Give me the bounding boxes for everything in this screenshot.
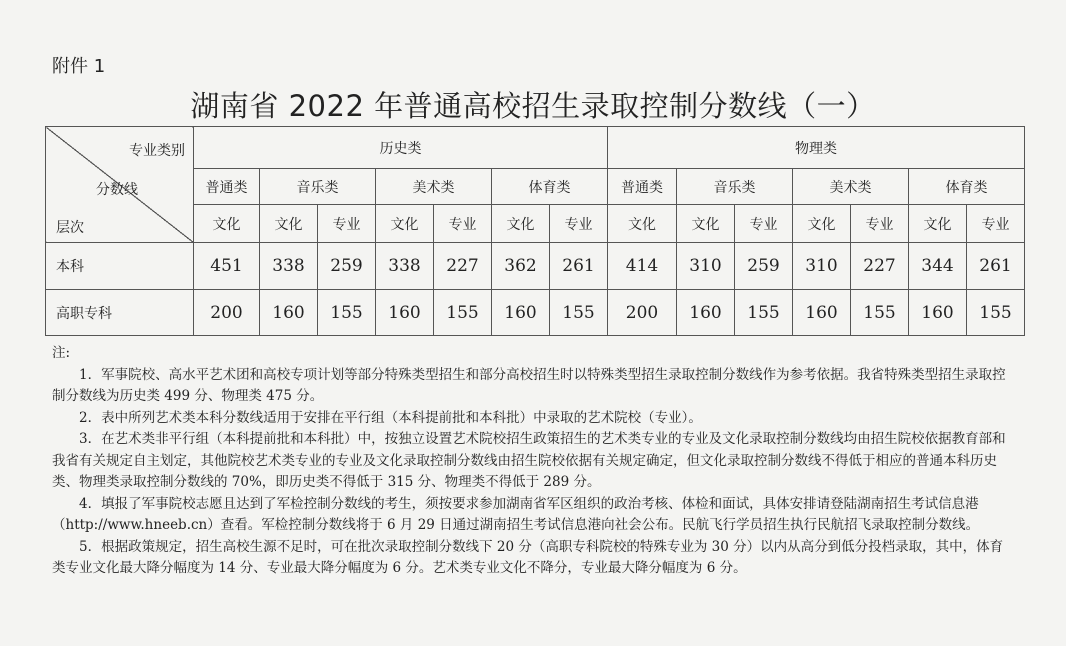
notes-heading: 注: [52, 345, 71, 361]
subheader-cell: 专业 [735, 205, 793, 243]
score-cell: 160 [909, 290, 967, 336]
row-label-undergraduate: 本科 [46, 243, 194, 290]
score-cell: 160 [677, 290, 735, 336]
notes-section [52, 343, 1012, 580]
subheader-cell: 文化 [194, 205, 260, 243]
document-title: 湖南省 2022 年普通高校招生录取控制分数线（一） [190, 89, 876, 123]
row-label-vocational: 高职专科 [46, 290, 194, 336]
group-header-physics: 物理类 [608, 127, 1025, 169]
score-cell: 310 [677, 243, 735, 290]
score-cell: 227 [851, 243, 909, 290]
category-header: 普通类 [608, 169, 677, 205]
subheader-cell: 文化 [608, 205, 677, 243]
category-header: 体育类 [492, 169, 608, 205]
category-header: 音乐类 [260, 169, 376, 205]
score-cell: 259 [735, 243, 793, 290]
score-cell: 259 [318, 243, 376, 290]
subheader-cell: 文化 [492, 205, 550, 243]
score-cell: 155 [851, 290, 909, 336]
category-header: 美术类 [793, 169, 909, 205]
note-item-4: 4．填报了军事院校志愿且达到了军检控制分数线的考生，须按要求参加湖南省军区组织的政治考核、体检和面试，具体安排请登陆湖南招生考试信息港（http://www.hneeb.cn）查看。军检控制分数线将于 6 月 29 日通过湖南招生考试信息港向社会公布。民航飞行学员招生执行民航招飞录取控制分数线。 [52, 495, 980, 533]
subheader-cell: 专业 [550, 205, 608, 243]
score-cell: 200 [194, 290, 260, 336]
group-header-history: 历史类 [194, 127, 608, 169]
note-item-2: 2．表中所列艺术类本科分数线适用于安排在平行组（本科提前批和本科批）中录取的艺术院校（专业）。 [79, 409, 702, 426]
category-header: 音乐类 [677, 169, 793, 205]
category-header: 普通类 [194, 169, 260, 205]
score-cell: 155 [735, 290, 793, 336]
note-item-1: 1．军事院校、高水平艺术团和高校专项计划等部分特殊类型招生和部分高校招生时以特殊类型招生录取控制分数线作为参考依据。我省特殊类型招生录取控制分数线为历史类 499 分、物理类 475 分。 [52, 366, 1006, 404]
corner-header-cell [46, 127, 194, 243]
subheader-cell: 文化 [260, 205, 318, 243]
table-row [46, 243, 1025, 290]
subheader-cell: 专业 [967, 205, 1025, 243]
score-cell: 310 [793, 243, 851, 290]
score-cell: 155 [967, 290, 1025, 336]
score-table [45, 126, 1025, 336]
score-cell: 451 [194, 243, 260, 290]
note-item-5: 5．根据政策规定，招生高校生源不足时，可在批次录取控制分数线下 20 分（高职专科院校的特殊专业为 30 分）以内从高分到低分投档录取，其中，体育类专业文化最大降分幅度为 14 分、专业最大降分幅度为 6 分。艺术类专业文化不降分，专业最大降分幅度为 6 分。 [52, 538, 1004, 576]
score-cell: 338 [376, 243, 434, 290]
score-cell: 261 [967, 243, 1025, 290]
score-cell: 155 [434, 290, 492, 336]
table-row [46, 290, 1025, 336]
score-cell: 160 [260, 290, 318, 336]
category-header: 体育类 [909, 169, 1025, 205]
subheader-cell: 专业 [318, 205, 376, 243]
score-cell: 160 [492, 290, 550, 336]
score-cell: 155 [318, 290, 376, 336]
score-cell: 160 [376, 290, 434, 336]
subheader-cell: 文化 [376, 205, 434, 243]
subheader-cell: 专业 [851, 205, 909, 243]
score-cell: 362 [492, 243, 550, 290]
score-cell: 414 [608, 243, 677, 290]
score-cell: 344 [909, 243, 967, 290]
score-cell: 227 [434, 243, 492, 290]
score-cell: 160 [793, 290, 851, 336]
note-item-3: 3．在艺术类非平行组（本科提前批和本科批）中，按独立设置艺术院校招生政策招生的艺术类专业的专业及文化录取控制分数线均由招生院校依据教育部和我省有关规定自主划定，其他院校艺术类专业的专业及文化录取控制分数线由招生院校依据有关规定确定，但文化录取控制分数线不得低于相应的普通本科历史类、物理类录取控制分数线的 70%，即历史类不得低于 315 分、物理类不得低于 289 分。 [52, 431, 1006, 490]
corner-label-category: 专业类别 [129, 143, 185, 159]
subheader-cell: 文化 [677, 205, 735, 243]
score-cell: 200 [608, 290, 677, 336]
corner-label-level: 层次 [56, 220, 84, 236]
score-cell: 261 [550, 243, 608, 290]
score-cell: 155 [550, 290, 608, 336]
score-cell: 338 [260, 243, 318, 290]
attachment-label: 附件 1 [52, 56, 106, 77]
subheader-cell: 文化 [909, 205, 967, 243]
category-header: 美术类 [376, 169, 492, 205]
corner-label-score: 分数线 [96, 182, 138, 198]
subheader-cell: 文化 [793, 205, 851, 243]
subheader-cell: 专业 [434, 205, 492, 243]
